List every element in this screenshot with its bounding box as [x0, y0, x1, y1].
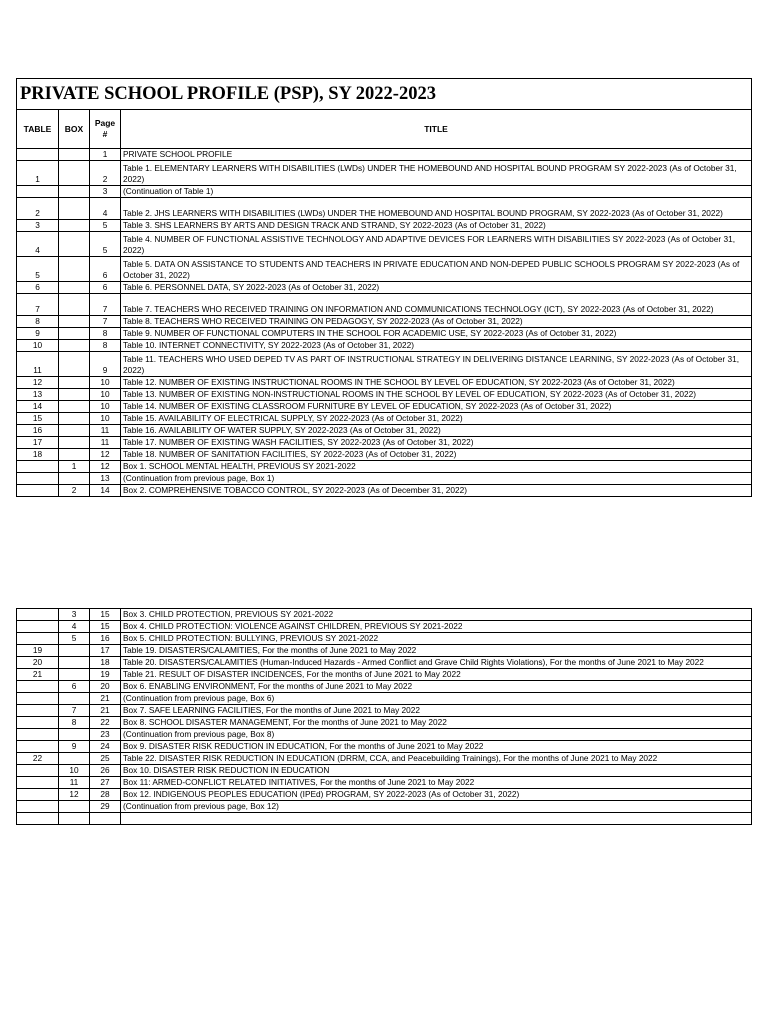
row-title: Box 11: ARMED-CONFLICT RELATED INITIATIVES, For the months of June 2021 to May 2022 [121, 777, 752, 789]
row-title: Table 11. TEACHERS WHO USED DEPED TV AS PART OF INSTRUCTIONAL STRATEGY IN DELIVERING DISTANCE LEARNING, SY 2022-2023 (As of October 31, 2022) [121, 352, 752, 377]
row-title: Table 1. ELEMENTARY LEARNERS WITH DISABILITIES (LWDs) UNDER THE HOMEBOUND AND HOSPITAL BOUND PROGRAM SY 2022-2023 (As of October 31, 2022) [121, 161, 752, 186]
row-table-number: 2 [17, 198, 59, 220]
row-table-number [17, 777, 59, 789]
table-row [17, 232, 752, 257]
row-title: Box 6. ENABLING ENVIRONMENT, For the months of June 2021 to May 2022 [121, 681, 752, 693]
row-table-number: 1 [17, 161, 59, 186]
row-table-number: 11 [17, 352, 59, 377]
row-title: (Continuation of Table 1) [121, 186, 752, 198]
row-box-number [59, 669, 90, 681]
row-page-number: 8 [90, 340, 121, 352]
row-table-number: 7 [17, 294, 59, 316]
row-title: Table 21. RESULT OF DISASTER INCIDENCES, For the months of June 2021 to May 2022 [121, 669, 752, 681]
row-box-number: 11 [59, 777, 90, 789]
row-box-number [59, 377, 90, 389]
row-box-number [59, 352, 90, 377]
table-row [17, 705, 752, 717]
row-box-number [59, 282, 90, 294]
row-page-number [90, 813, 121, 825]
table-row [17, 149, 752, 161]
row-box-number [59, 813, 90, 825]
row-title: Table 12. NUMBER OF EXISTING INSTRUCTIONAL ROOMS IN THE SCHOOL BY LEVEL OF EDUCATION, SY 2022-2023 (As of October 31, 2022) [121, 377, 752, 389]
table-row [17, 340, 752, 352]
row-title [121, 813, 752, 825]
row-page-number: 1 [90, 149, 121, 161]
row-title: Table 16. AVAILABILITY OF WATER SUPPLY, SY 2022-2023 (As of October 31, 2022) [121, 425, 752, 437]
row-table-number [17, 693, 59, 705]
row-title: Table 19. DISASTERS/CALAMITIES, For the months of June 2021 to May 2022 [121, 645, 752, 657]
row-table-number: 6 [17, 282, 59, 294]
row-box-number [59, 801, 90, 813]
row-page-number: 10 [90, 377, 121, 389]
row-box-number [59, 161, 90, 186]
row-title: Table 15. AVAILABILITY OF ELECTRICAL SUPPLY, SY 2022-2023 (As of October 31, 2022) [121, 413, 752, 425]
row-table-number [17, 633, 59, 645]
table-row [17, 657, 752, 669]
row-box-number [59, 328, 90, 340]
row-box-number: 2 [59, 485, 90, 497]
row-title: Table 17. NUMBER OF EXISTING WASH FACILITIES, SY 2022-2023 (As of October 31, 2022) [121, 437, 752, 449]
row-title: Table 13. NUMBER OF EXISTING NON-INSTRUCTIONAL ROOMS IN THE SCHOOL BY LEVEL OF EDUCATION, SY 2022-2023 (As of October 31, 2022) [121, 389, 752, 401]
row-page-number: 11 [90, 437, 121, 449]
row-page-number: 4 [90, 198, 121, 220]
row-table-number: 5 [17, 257, 59, 282]
row-page-number: 2 [90, 161, 121, 186]
row-title: Box 9. DISASTER RISK REDUCTION IN EDUCATION, For the months of June 2021 to May 2022 [121, 741, 752, 753]
row-page-number: 10 [90, 389, 121, 401]
row-page-number: 6 [90, 257, 121, 282]
table-row [17, 352, 752, 377]
row-title: Table 5. DATA ON ASSISTANCE TO STUDENTS AND TEACHERS IN PRIVATE EDUCATION AND NON-DEPED PUBLIC SCHOOLS PROGRAM SY 2022-2023 (As of October 31, 2022) [121, 257, 752, 282]
row-page-number: 13 [90, 473, 121, 485]
row-table-number [17, 813, 59, 825]
row-box-number [59, 389, 90, 401]
row-title: Table 4. NUMBER OF FUNCTIONAL ASSISTIVE TECHNOLOGY AND ADAPTIVE DEVICES FOR LEARNERS WITH DISABILITIES SY 2022-2023 (As of October 31, 2022) [121, 232, 752, 257]
table-row [17, 294, 752, 316]
row-page-number: 20 [90, 681, 121, 693]
row-page-number: 6 [90, 282, 121, 294]
row-box-number [59, 316, 90, 328]
table-row [17, 717, 752, 729]
row-title: Table 9. NUMBER OF FUNCTIONAL COMPUTERS IN THE SCHOOL FOR ACADEMIC USE, SY 2022-2023 (As of October 31, 2022) [121, 328, 752, 340]
table-row [17, 161, 752, 186]
row-page-number: 25 [90, 753, 121, 765]
header-table: TABLE [17, 110, 59, 149]
row-page-number: 27 [90, 777, 121, 789]
table-row [17, 377, 752, 389]
table-row [17, 425, 752, 437]
table-row [17, 389, 752, 401]
table-row [17, 765, 752, 777]
row-table-number [17, 729, 59, 741]
table-row [17, 789, 752, 801]
row-box-number: 3 [59, 609, 90, 621]
row-page-number: 3 [90, 186, 121, 198]
row-title: (Continuation from previous page, Box 8) [121, 729, 752, 741]
table-row [17, 693, 752, 705]
row-title: (Continuation from previous page, Box 1) [121, 473, 752, 485]
row-table-number: 21 [17, 669, 59, 681]
header-title: TITLE [121, 110, 752, 149]
table-row [17, 645, 752, 657]
row-title: Table 6. PERSONNEL DATA, SY 2022-2023 (As of October 31, 2022) [121, 282, 752, 294]
row-title: Box 5. CHILD PROTECTION: BULLYING, PREVIOUS SY 2021-2022 [121, 633, 752, 645]
row-table-number [17, 789, 59, 801]
row-page-number: 12 [90, 461, 121, 473]
row-title: Table 18. NUMBER OF SANITATION FACILITIES, SY 2022-2023 (As of October 31, 2022) [121, 449, 752, 461]
table-row [17, 198, 752, 220]
row-box-number [59, 437, 90, 449]
table-row [17, 813, 752, 825]
row-box-number [59, 198, 90, 220]
row-box-number: 5 [59, 633, 90, 645]
row-table-number [17, 186, 59, 198]
row-box-number [59, 220, 90, 232]
row-table-number: 17 [17, 437, 59, 449]
row-title: Table 20. DISASTERS/CALAMITIES (Human-Induced Hazards - Armed Conflict and Grave Child Rights Violations), For the months of June 2021 to May 2022 [121, 657, 752, 669]
row-page-number: 23 [90, 729, 121, 741]
row-box-number [59, 473, 90, 485]
table-row [17, 485, 752, 497]
row-box-number [59, 294, 90, 316]
row-table-number: 8 [17, 316, 59, 328]
row-page-number: 10 [90, 413, 121, 425]
row-box-number [59, 401, 90, 413]
row-table-number: 10 [17, 340, 59, 352]
row-box-number: 12 [59, 789, 90, 801]
row-page-number: 7 [90, 294, 121, 316]
table-row [17, 801, 752, 813]
row-table-number [17, 485, 59, 497]
row-box-number [59, 645, 90, 657]
row-table-number [17, 681, 59, 693]
row-box-number [59, 186, 90, 198]
row-box-number: 1 [59, 461, 90, 473]
row-page-number: 8 [90, 328, 121, 340]
row-table-number [17, 621, 59, 633]
row-page-number: 17 [90, 645, 121, 657]
row-box-number [59, 729, 90, 741]
header-page: Page # [90, 110, 121, 149]
table-row [17, 473, 752, 485]
table-row [17, 220, 752, 232]
row-box-number [59, 149, 90, 161]
table-row [17, 257, 752, 282]
row-title: Box 8. SCHOOL DISASTER MANAGEMENT, For the months of June 2021 to May 2022 [121, 717, 752, 729]
row-title: Table 8. TEACHERS WHO RECEIVED TRAINING ON PEDAGOGY, SY 2022-2023 (As of October 31, 2022) [121, 316, 752, 328]
row-title: Box 7. SAFE LEARNING FACILITIES, For the months of June 2021 to May 2022 [121, 705, 752, 717]
table-row [17, 186, 752, 198]
row-table-number: 16 [17, 425, 59, 437]
row-page-number: 7 [90, 316, 121, 328]
row-page-number: 15 [90, 609, 121, 621]
row-page-number: 5 [90, 232, 121, 257]
row-box-number [59, 425, 90, 437]
row-title: PRIVATE SCHOOL PROFILE [121, 149, 752, 161]
table-row [17, 609, 752, 621]
table-row [17, 669, 752, 681]
row-box-number: 6 [59, 681, 90, 693]
row-box-number [59, 232, 90, 257]
row-table-number [17, 801, 59, 813]
row-table-number: 9 [17, 328, 59, 340]
row-table-number [17, 609, 59, 621]
row-table-number: 13 [17, 389, 59, 401]
row-title: Table 14. NUMBER OF EXISTING CLASSROOM FURNITURE BY LEVEL OF EDUCATION, SY 2022-2023 (As of October 31, 2022) [121, 401, 752, 413]
table-row [17, 449, 752, 461]
row-table-number: 18 [17, 449, 59, 461]
row-table-number: 14 [17, 401, 59, 413]
row-page-number: 21 [90, 705, 121, 717]
row-title: (Continuation from previous page, Box 6) [121, 693, 752, 705]
row-box-number: 10 [59, 765, 90, 777]
row-page-number: 11 [90, 425, 121, 437]
row-page-number: 21 [90, 693, 121, 705]
row-box-number [59, 413, 90, 425]
row-table-number: 15 [17, 413, 59, 425]
row-page-number: 19 [90, 669, 121, 681]
row-box-number: 4 [59, 621, 90, 633]
row-page-number: 10 [90, 401, 121, 413]
row-table-number [17, 705, 59, 717]
row-page-number: 28 [90, 789, 121, 801]
row-box-number [59, 693, 90, 705]
row-table-number [17, 149, 59, 161]
table-row [17, 777, 752, 789]
header-box: BOX [59, 110, 90, 149]
row-table-number: 22 [17, 753, 59, 765]
row-title: Box 1. SCHOOL MENTAL HEALTH, PREVIOUS SY 2021-2022 [121, 461, 752, 473]
row-title: Box 2. COMPREHENSIVE TOBACCO CONTROL, SY 2022-2023 (As of December 31, 2022) [121, 485, 752, 497]
row-page-number: 24 [90, 741, 121, 753]
row-page-number: 29 [90, 801, 121, 813]
row-table-number [17, 717, 59, 729]
row-table-number: 3 [17, 220, 59, 232]
toc-table-1 [16, 78, 752, 497]
row-table-number [17, 741, 59, 753]
row-title: Box 10. DISASTER RISK REDUCTION IN EDUCATION [121, 765, 752, 777]
toc-table-2 [16, 608, 752, 825]
row-table-number: 19 [17, 645, 59, 657]
table-row [17, 328, 752, 340]
row-page-number: 14 [90, 485, 121, 497]
row-box-number: 8 [59, 717, 90, 729]
row-page-number: 9 [90, 352, 121, 377]
row-title: Table 22. DISASTER RISK REDUCTION IN EDUCATION (DRRM, CCA, and Peacebuilding Trainings), For the months of June 2021 to May 2022 [121, 753, 752, 765]
table-row [17, 753, 752, 765]
row-table-number: 4 [17, 232, 59, 257]
row-page-number: 12 [90, 449, 121, 461]
table-row [17, 621, 752, 633]
table-row [17, 437, 752, 449]
row-box-number: 9 [59, 741, 90, 753]
row-table-number: 12 [17, 377, 59, 389]
row-box-number [59, 257, 90, 282]
row-page-number: 22 [90, 717, 121, 729]
row-page-number: 5 [90, 220, 121, 232]
table-row [17, 681, 752, 693]
row-title: Box 12. INDIGENOUS PEOPLES EDUCATION (IPEd) PROGRAM, SY 2022-2023 (As of October 31, 2022) [121, 789, 752, 801]
row-title: Table 10. INTERNET CONNECTIVITY, SY 2022-2023 (As of October 31, 2022) [121, 340, 752, 352]
row-box-number [59, 657, 90, 669]
page-title: PRIVATE SCHOOL PROFILE (PSP), SY 2022-2023 [17, 79, 752, 110]
table-row [17, 413, 752, 425]
row-box-number [59, 449, 90, 461]
row-table-number: 20 [17, 657, 59, 669]
row-title: (Continuation from previous page, Box 12) [121, 801, 752, 813]
row-title: Box 3. CHILD PROTECTION, PREVIOUS SY 2021-2022 [121, 609, 752, 621]
row-table-number [17, 461, 59, 473]
row-title: Table 7. TEACHERS WHO RECEIVED TRAINING ON INFORMATION AND COMMUNICATIONS TECHNOLOGY (ICT), SY 2022-2023 (As of October 31, 2022) [121, 294, 752, 316]
table-row [17, 741, 752, 753]
row-table-number [17, 473, 59, 485]
row-page-number: 16 [90, 633, 121, 645]
row-page-number: 18 [90, 657, 121, 669]
table-row [17, 729, 752, 741]
table-row [17, 282, 752, 294]
table-row [17, 316, 752, 328]
row-table-number [17, 765, 59, 777]
table-row [17, 401, 752, 413]
row-title: Box 4. CHILD PROTECTION: VIOLENCE AGAINST CHILDREN, PREVIOUS SY 2021-2022 [121, 621, 752, 633]
row-title: Table 2. JHS LEARNERS WITH DISABILITIES (LWDs) UNDER THE HOMEBOUND AND HOSPITAL BOUND PROGRAM, SY 2022-2023 (As of October 31, 2022) [121, 198, 752, 220]
table-row [17, 633, 752, 645]
row-box-number [59, 340, 90, 352]
row-title: Table 3. SHS LEARNERS BY ARTS AND DESIGN TRACK AND STRAND, SY 2022-2023 (As of October 31, 2022) [121, 220, 752, 232]
row-box-number [59, 753, 90, 765]
table-row [17, 461, 752, 473]
row-box-number: 7 [59, 705, 90, 717]
row-page-number: 15 [90, 621, 121, 633]
row-page-number: 26 [90, 765, 121, 777]
